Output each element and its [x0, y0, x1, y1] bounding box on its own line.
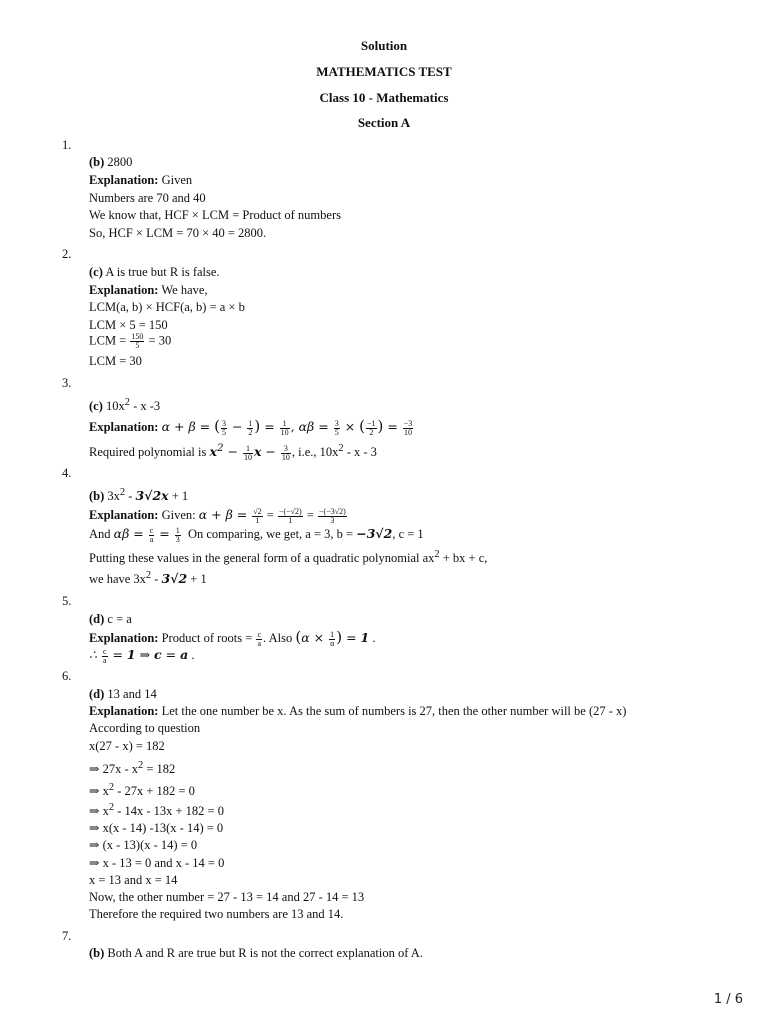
explanation-line: ⇒ $x^2 - 14x - 13x + 182 = 0$	[89, 802, 224, 819]
fraction: $\frac{150}{5}$	[131, 332, 144, 350]
section-title: Section A	[357, 115, 411, 130]
question-number: 6.	[62, 669, 72, 683]
question-number: 2.	[62, 247, 72, 261]
explanation-line: We know that, HCF × LCM = Product of numbers	[89, 208, 341, 222]
solution-heading: Solution	[360, 38, 408, 53]
explanation-line: Numbers are 70 and 40	[89, 191, 206, 205]
explanation-line: x = 13 and x = 14	[89, 873, 178, 887]
question-number: 3.	[62, 376, 72, 390]
explanation-line: And αβ = $\frac{c}{a}$ = $\frac{1}{3}$ On comparing, we get, a = 3, b = −3√2, c = 1	[89, 525, 424, 544]
answer-line: (d) 13 and 14	[89, 687, 157, 701]
explanation-line: LCM × 5 = 150	[89, 318, 168, 332]
answer-line: (d) c = a	[89, 612, 132, 626]
explanation-line: ⇒ $x^2 - 27x + 182 = 0$	[89, 782, 195, 799]
question-number: 1.	[62, 138, 72, 152]
question-number: 5.	[62, 594, 72, 608]
answer-line: (c) A is true but R is false.	[89, 265, 220, 279]
answer-line: (c) $10x^2$ - x -3	[89, 397, 161, 414]
explanation-line: Explanation: We have,	[89, 283, 208, 297]
explanation-line: ⇒ x(x - 14) -13(x - 14) = 0	[89, 821, 224, 835]
question-number: 4.	[62, 466, 72, 480]
test-title: MATHEMATICS TEST	[316, 64, 452, 79]
answer-line: (b) 2800	[89, 155, 133, 169]
explanation-line: Explanation: Let the one number be x. As the sum of numbers is 27, then the other number will be (27 - x)	[89, 704, 627, 718]
explanation-line: Explanation: α + β = ( $\frac{3}{5}$ − $\frac{1}{2}$ ) = $\frac{1}{10}$ , αβ = $\frac{3}{5}$ × ( $\frac{-1}{2}$ ) = $\frac{-3}{10}$	[89, 417, 413, 437]
explanation-line: ⇒ x - 13 = 0 and x - 14 = 0	[89, 856, 225, 870]
explanation-line: Explanation: Given: α + β = $\frac{√2}{1}$ = $\frac{-(-√2)}{1}$ = $\frac{-(-3√2)}{3}$	[89, 506, 346, 525]
answer-line: (b) $3x^2 - 3√2x + 1$	[89, 487, 189, 504]
explanation-line: LCM = $\frac{150}{5}$ = 30	[89, 332, 172, 350]
explanation-line: Explanation: Product of roots = $\frac{c}{a}$ . Also (α × $\frac{1}{\alpha}$ ) = 1 .	[89, 628, 376, 648]
explanation-line: we have $3x^2 - 3√2 + 1$	[89, 570, 207, 587]
explanation-line: x(27 - x) = 182	[89, 739, 165, 753]
explanation-line: So, HCF × LCM = 70 × 40 = 2800.	[89, 226, 267, 240]
explanation-line: Putting these values in the general form of a quadratic polynomial $ax^2$ + bx + c,	[89, 549, 488, 566]
class-title: Class 10 - Mathematics	[319, 90, 449, 105]
explanation-line: According to question	[89, 721, 201, 735]
answer-line: (b) Both A and R are true but R is not the correct explanation of A.	[89, 946, 423, 960]
explanation-line: Explanation: Given	[89, 173, 193, 187]
question-number: 7.	[62, 929, 72, 943]
explanation-line: Therefore the required two numbers are 13 and 14.	[89, 907, 344, 921]
explanation-line: Now, the other number = 27 - 13 = 14 and 27 - 14 = 13	[89, 890, 365, 904]
explanation-line: Required polynomial is $x^2$ − $\frac{1}{10}$ x − $\frac{3}{10}$ , i.e., $10x^2$ - x - 3	[89, 442, 377, 462]
explanation-line: ∴ $\frac{c}{a}$ = 1 ⇒ c = a .	[89, 646, 195, 665]
explanation-line: LCM(a, b) × HCF(a, b) = a × b	[89, 300, 245, 314]
page-indicator: 1 / 6	[713, 992, 743, 1007]
explanation-line: ⇒ (x - 13)(x - 14) = 0	[89, 838, 198, 852]
explanation-line: ⇒ $27x - x^2 = 182$	[89, 760, 176, 777]
explanation-line: LCM = 30	[89, 354, 142, 368]
